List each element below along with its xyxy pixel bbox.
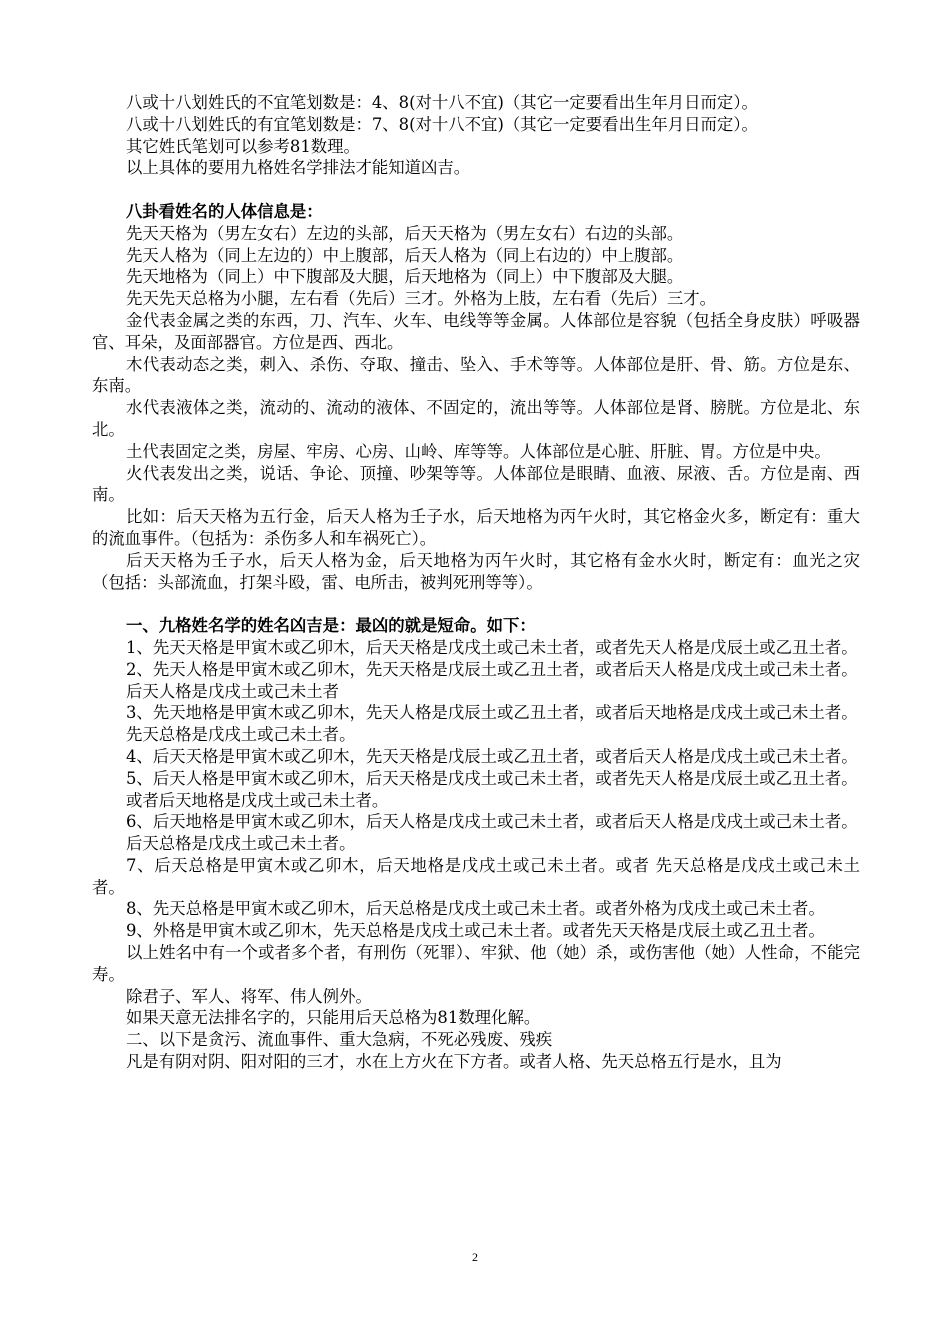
paragraph: 其它姓氏笔划可以参考81数理。 xyxy=(126,136,360,156)
paragraph: 后天人格是戊戌土或己未土者 xyxy=(126,681,340,701)
paragraph: 9、外格是甲寅木或乙卯木，先天总格是戊戌土或己未土者。或者先天天格是戊辰土或乙丑土者。 xyxy=(126,921,825,941)
paragraph: 后天总格是戊戌土或己未土者。 xyxy=(126,834,356,854)
paragraph: 先天地格为（同上）中下腹部及大腿，后天地格为（同上）中下腹部及大腿。 xyxy=(126,267,684,287)
paragraph: 先天总格是戊戌土或己未土者。 xyxy=(126,725,356,745)
paragraph: 二、以下是贪污、流血事件、重大急病，不死必残废、残疾 xyxy=(126,1030,553,1050)
spacer xyxy=(92,593,860,615)
paragraph: 先天人格为（同上左边的）中上腹部，后天人格为（同上右边的）中上腹部。 xyxy=(126,245,684,265)
paragraph: 金代表金属之类的东西，刀、汽车、火车、电线等等金属。人体部位是容貌（包括全身皮肤）呼吸器官、耳朵，及面部器官。方位是西、西北。 xyxy=(92,310,860,352)
section-heading: 一、九格姓名学的姓名凶吉是：最凶的就是短命。如下： xyxy=(126,616,536,636)
section-heading: 八卦看姓名的人体信息是： xyxy=(126,201,323,221)
paragraph: 5、后天人格是甲寅木或乙卯木，后天天格是戊戌土或己未土者，或者先天人格是戊辰土或乙丑土者。 xyxy=(126,768,858,788)
paragraph: 土代表固定之类，房屋、牢房、心房、山岭、库等等。人体部位是心脏、肝脏、胃。方位是中央。 xyxy=(126,441,831,461)
paragraph: 八或十八划姓氏的不宜笔划数是：4、8(对十八不宜)（其它一定要看出生年月日而定）。 xyxy=(126,93,758,112)
paragraph: 2、先天人格是甲寅木或乙卯木，先天天格是戊辰土或乙丑土者，或者后天人格是戊戌土或己未土者。 xyxy=(126,659,858,679)
spacer xyxy=(92,179,860,201)
paragraph: 火代表发出之类，说话、争论、顶撞、吵架等等。人体部位是眼睛、血液、尿液、舌。方位是南、西南。 xyxy=(92,463,860,505)
paragraph: 比如：后天天格为五行金，后天人格为壬子水，后天地格为丙午火时，其它格金火多，断定有：重大的流血事件。（包括为：杀伤多人和车祸死亡）。 xyxy=(92,507,860,548)
page-number: 2 xyxy=(472,1250,478,1264)
paragraph: 以上姓名中有一个或者多个者，有刑伤（死罪）、牢狱、他（她）杀，或伤害他（她）人性命，不能完寿。 xyxy=(92,943,860,984)
paragraph: 后天天格为壬子水，后天人格为金，后天地格为丙午火时，其它格有金水火时，断定有：血光之灾（包括：头部流血，打架斗殴，雷、电所击，被判死刑等等）。 xyxy=(92,550,860,592)
paragraph: 八或十八划姓氏的有宜笔划数是：7、8(对十八不宜)（其它一定要看出生年月日而定）。 xyxy=(126,114,758,134)
paragraph: 除君子、军人、将军、伟人例外。 xyxy=(126,986,372,1006)
paragraph: 3、先天地格是甲寅木或乙卯木，先天人格是戊辰土或乙丑土者，或者后天地格是戊戌土或己未土者。 xyxy=(126,703,858,723)
document-body xyxy=(92,92,860,1073)
paragraph: 先天天格为（男左女右）左边的头部，后天天格为（男左女右）右边的头部。 xyxy=(126,223,684,243)
paragraph: 6、后天地格是甲寅木或乙卯木，后天人格是戊戌土或己未土者，或者后天人格是戊戌土或己未土者。 xyxy=(126,812,858,832)
paragraph: 凡是有阴对阴、阳对阳的三才，水在上方火在下方者。或者人格、先天总格五行是水，且为 xyxy=(126,1052,782,1072)
paragraph: 以上具体的要用九格姓名学排法才能知道凶吉。 xyxy=(126,158,471,178)
paragraph: 先天先天总格为小腿，左右看（先后）三才。外格为上肢，左右看（先后）三才。 xyxy=(126,289,717,309)
paragraph: 1、先天天格是甲寅木或乙卯木，后天天格是戊戌土或己未土者，或者先天人格是戊辰土或乙丑土者。 xyxy=(126,637,858,657)
paragraph: 4、后天天格是甲寅木或乙卯木，先天天格是戊辰土或乙丑土者，或者后天人格是戊戌土或己未土者。 xyxy=(126,746,858,766)
paragraph: 7、后天总格是甲寅木或乙卯木，后天地格是戊戌土或己未土者。或者 先天总格是戊戌土或己未土者。 xyxy=(92,855,860,897)
paragraph: 8、先天总格是甲寅木或乙卯木，后天总格是戊戌土或己未土者。或者外格为戊戌土或己未土者。 xyxy=(126,899,825,919)
paragraph: 如果天意无法排名字的，只能用后天总格为81数理化解。 xyxy=(126,1008,541,1028)
paragraph: 水代表液体之类，流动的、流动的液体、不固定的，流出等等。人体部位是肾、膀胱。方位是北、东北。 xyxy=(92,398,860,439)
paragraph: 或者后天地格是戊戌土或己未土者。 xyxy=(126,790,389,810)
paragraph: 木代表动态之类，刺入、杀伤、夺取、撞击、坠入、手术等等。人体部位是肝、骨、筋。方位是东、东南。 xyxy=(92,354,860,396)
